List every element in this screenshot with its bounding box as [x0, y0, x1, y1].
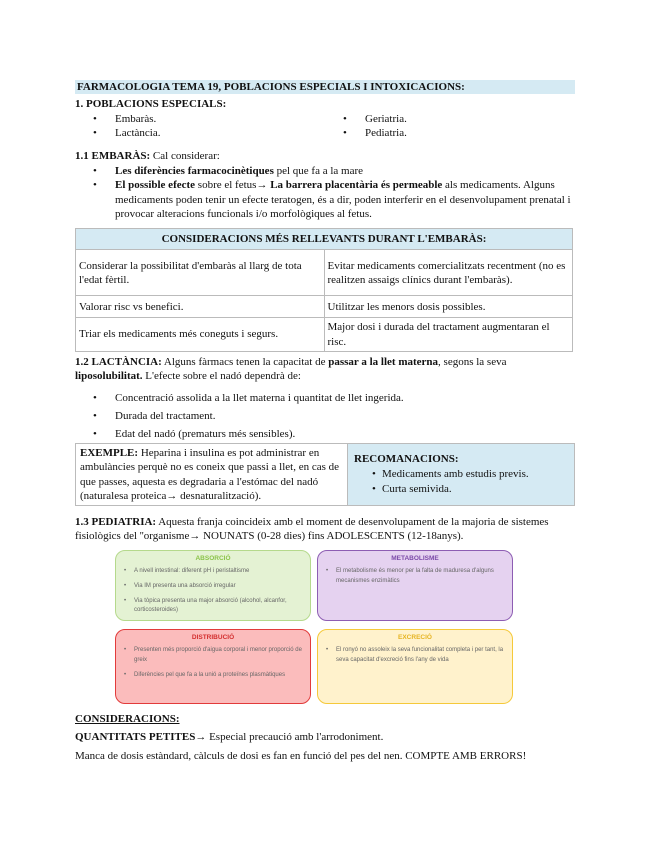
absorcio-box: [115, 550, 311, 621]
list-item: • Via IM presenta una absorció irregular: [124, 582, 302, 592]
distribucio-box: [115, 629, 311, 704]
list-item: • Durada del tractament.: [75, 407, 575, 425]
list-item: • Diferències pel que fa a la unió a proteïnes plasmàtiques: [124, 671, 302, 681]
considerations-table: [75, 228, 573, 352]
list-item: • Via tòpica presenta una major absorció (alcohol, alcanfor, corticosteroides): [124, 597, 302, 616]
list-item: • Curta semivida.: [354, 482, 568, 496]
section-1-2-paragraph: [75, 355, 575, 384]
list-item: [75, 164, 575, 178]
list-item: • Geriatria.: [325, 112, 525, 126]
heading-label: 1.2 LACTÀNCIA:: [75, 356, 162, 368]
table-cell: Major dosi i durada del tractament augmentaran el risc.: [324, 318, 573, 352]
text: Alguns fàrmacs tenen la capacitat de: [161, 356, 329, 368]
heading-label: 1.3 PEDIATRIA:: [75, 516, 157, 528]
text: Aquesta franja coincideix amb el moment de desenvolupament de la majoria de sistemes fisiològics del ''organisme→ NOUNATS (0-28 dies) fins ADOLESCENTS (12-18anys).: [75, 516, 549, 543]
list-item: • Medicaments amb estudis previs.: [354, 467, 568, 481]
text: , segons la seva: [438, 356, 507, 368]
text: Especial precaució amb l'arrodoniment.: [206, 731, 384, 743]
section-1-1-heading: [75, 149, 220, 163]
population-list-left: [75, 112, 325, 141]
list-item: • Edat del nadó (prematurs més sensibles).: [75, 425, 575, 443]
list-item: • Lactància.: [75, 126, 325, 140]
heading-label: 1.1 EMBARÀS:: [75, 150, 151, 162]
list-item: • Concentració assolida a la llet materna i quantitat de llet ingerida.: [75, 389, 575, 407]
bold-text: Les diferències farmacocinètiques: [115, 165, 274, 177]
table-row: [76, 250, 573, 296]
list-item: [75, 178, 575, 221]
list-item: • El ronyó no assoleix la seva funcionalitat completa i per tant, la seva capacitat d'excreció fins l'any de vida: [326, 646, 504, 665]
box-title: EXCRECIÓ: [398, 634, 432, 641]
list-item: • Presenten més proporció d'aigua corporal i menor proporció de greix: [124, 646, 302, 665]
recommendations-label: RECOMANACIONS:: [354, 453, 459, 465]
section-1-heading: 1. POBLACIONS ESPECIALS:: [75, 98, 227, 110]
example-label: EXEMPLE:: [80, 447, 139, 459]
example-box: [75, 443, 575, 506]
table-header: CONSIDERACIONS MÉS RELLEVANTS DURANT L'EMBARÀS:: [76, 229, 573, 250]
bold-text: QUANTITATS PETITES→: [75, 731, 207, 743]
bold-text: passar a la llet materna: [328, 356, 439, 368]
example-text: Heparina i insulina es pot administrar en ambulàncies perquè no es coneix que passi a llet, en cas de que passes, aquesta es degradaria a l'estómac del nadó (naturalesa proteica→ desnaturalització).: [80, 447, 340, 502]
recommendations-cell: [348, 444, 574, 505]
table-cell: Valorar risc vs benefici.: [76, 296, 325, 318]
text: sobre el fetus→: [195, 179, 271, 192]
table-cell: Evitar medicaments comercialitzats recentment (no es realitzen assaigs clínics durant l'embaràs).: [324, 250, 573, 296]
bold-text: liposolubilitat.: [75, 370, 143, 383]
example-cell: [76, 444, 348, 505]
heading-text: Cal considerar:: [150, 150, 220, 162]
list-item: • A nivell intestinal: diferent pH i peristaltisme: [124, 567, 302, 577]
embaras-list: [75, 164, 575, 221]
excrecio-box: [317, 629, 513, 704]
list-item: • Embaràs.: [75, 112, 325, 126]
document-title: FARMACOLOGIA TEMA 19, POBLACIONS ESPECIALS I INTOXICACIONS:: [75, 80, 575, 94]
bold-text: La barrera placentària és permeable: [270, 179, 443, 192]
list-item: • Pediatria.: [325, 126, 525, 140]
list-item: • El metabolisme és menor per la falta de maduresa d'alguns mecanismes enzimàtics: [326, 567, 504, 586]
bold-text: El possible efecte: [115, 179, 196, 192]
lactancia-list: [75, 389, 575, 443]
considerations-line-2: Manca de dosis estàndard, càlculs de dosi es fan en funció del pes del nen. COMPTE AMB ERRORS!: [75, 750, 527, 762]
metabolisme-box: [317, 550, 513, 621]
table-row: [76, 318, 573, 352]
text: als medicaments. Alguns medicaments poden tenir un efecte teratogen, és a dir, poden interferir en el desenvolupament prenatal i provocar alteracions funcionals i/o morfològiques al fetus.: [115, 179, 571, 220]
box-title: METABOLISME: [391, 555, 439, 562]
population-list-right: [325, 112, 525, 141]
table-cell: Triar els medicaments més coneguts i segurs.: [76, 318, 325, 352]
text: L'efecte sobre el nadó dependrà de:: [142, 370, 301, 383]
text: pel que fa a la mare: [273, 165, 364, 177]
section-1-3-paragraph: [75, 515, 575, 544]
table-cell: Considerar la possibilitat d'embaràs al llarg de tota l'edat fèrtil.: [76, 250, 325, 296]
box-title: ABSORCIÓ: [195, 555, 231, 562]
considerations-line-1: [75, 730, 383, 744]
considerations-heading: CONSIDERACIONS:: [75, 713, 180, 725]
table-cell: Utilitzar les menors dosis possibles.: [324, 296, 573, 318]
table-row: [76, 296, 573, 318]
box-title: DISTRIBUCIÓ: [191, 634, 235, 641]
